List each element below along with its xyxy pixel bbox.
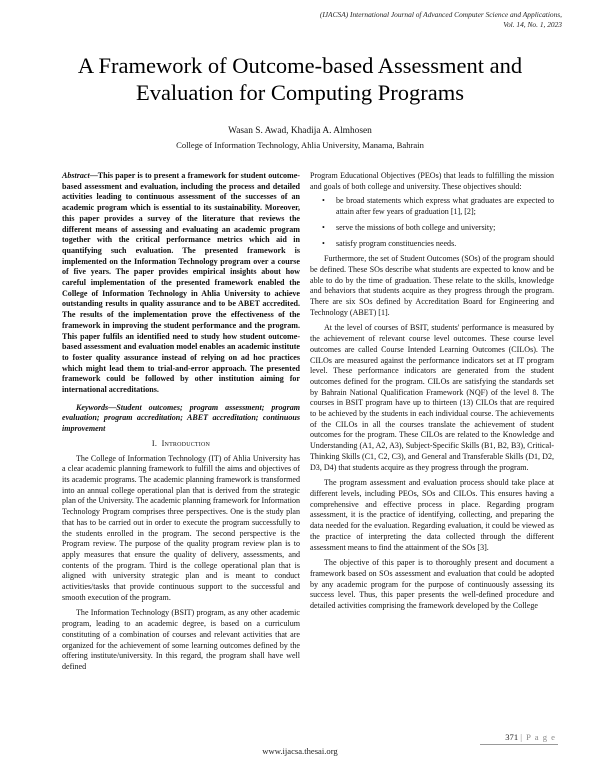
affiliation: College of Information Technology, Ahlia University, Manama, Bahrain: [176, 140, 424, 150]
bullet-icon: •: [322, 222, 325, 232]
abstract-text: —This paper is to present a framework for student outcome-based assessment and evaluation, including the process and detailed activities leading to continuous assessment of the successes of an academic program which is essential to its sustainability. Moreover, this paper provides a survey of the literature that reviews the different means of assessing and evaluating an academic program together with the critical performance metrics which aid in quantifying such evaluation. The presented framework is implemented on the Information Technology program over a course of five years. The paper provides empirical insights about how careful implementation of the presented framework enabled the College of Information Technology in Ahlia University to achieve outstanding results in quality assurance and to be ABET accredited. The results of the implementation prove the effectiveness of the framework in improving the student performance and the program. This paper fulfils an identified need to study how student outcome-based assessment and evaluation model enables an academic institute to foster quality assurance instead of relying on ad hoc practices which might lead them to trial-and-error approach. The presented framework could be followed by other institution aiming for international accreditations.: [62, 171, 300, 395]
keywords-text: —Student outcomes; program assessment; program evaluation; program accreditation; ABET accreditation; continuous improvement: [62, 402, 300, 434]
bullet-icon: •: [322, 196, 325, 206]
page-number-value: 371: [505, 732, 519, 742]
abstract-label: Abstract: [62, 171, 90, 180]
page-number: [505, 732, 556, 742]
body-paragraph: At the level of courses of BSIT, students' performance is measured by the achievement of relevant course level outcomes. These course level outcomes are called Course Intended Learning Outcomes (CILOs). The CILOs are measured against the performance indicators set at IT program level. These performance indicators are generated from the student outcomes defined for the program. CILOs are satisfying the standards set by Bahrain National Qualification Framework (NQF) of the level 8. The courses in BSIT program have up to thirteen (13) CILOs that are required to be achieved by the students in each individual course. The achievements of the CILOs in all the courses translate the achievement of student outcomes for the program. These CILOs are related to the Knowledge and Understanding (A1, A2, A3), Subject-Specific Skills (B1, B2, B3), Critical-Thinking Skills (C1, C2, C3), and General and Transferable Skills (D1, D2, D3, D4) that students acquire as they progress through the program.: [310, 323, 554, 472]
section-title: Introduction: [161, 438, 211, 448]
footer-url: www.ijacsa.thesai.org: [262, 746, 338, 756]
section-heading-introduction: [62, 439, 300, 450]
objectives-list: [310, 196, 554, 249]
objectives-intro: Program Educational Objectives (PEOs) that leads to fulfilling the mission and goals of both college and university. These objectives should:: [310, 171, 554, 191]
intro-paragraph: The College of Information Technology (IT) of Ahlia University has a clear academic planning framework to fulfill the aims and objectives of its academic programs. The academic planning framework is transformed into an annual college operational plan that is derived from the strategic plan of the University. The academic planning framework for Information Technology Program comprises three perspectives. One is the study plan that has to be carried out in order to execute the program successfully to the students enrolled in the program. The second perspective is the Program review. The purpose of the quality program review plan is to apply measures that ensure the quality of delivery, assessments, and contents of the program. Third is the college operational plan that is aligned with university strategic plan and is meant to conduct activities/tasks that provide continuous support to the successful and smooth execution of the program.: [62, 453, 300, 602]
left-column: [62, 171, 300, 678]
body-paragraph: Furthermore, the set of Student Outcomes (SOs) of the program should be defined. These SOs describe what students are expected to know and be able to do by the time of graduation. These relate to the skills, knowledge and behaviors that students acquire as they progress through the program. There are six SOs defined by Accreditation Board for Engineering and Technology (ABET) [1].: [310, 254, 554, 317]
abstract: [62, 171, 300, 396]
objective-item: • satisfy program constituencies needs.: [322, 238, 457, 248]
journal-volume: Vol. 14, No. 1, 2023: [503, 20, 562, 29]
intro-paragraph: The Information Technology (BSIT) program, as any other academic program, leading to an academic degree, is based on a curriculum constituting of a combination of courses and relevant activities that are organized for the achievement of some learning outcomes defined by the offering institute/university. In this regard, the program shall have well defined: [62, 608, 300, 671]
keywords-label: Keywords: [76, 402, 109, 412]
paper-title-line2: Evaluation for Computing Programs: [135, 80, 465, 105]
footer-divider: [480, 744, 558, 745]
body-paragraph: The objective of this paper is to thoroughly present and document a framework based on SOs assessment and evaluation that could be adopted by any academic program for the purpose of continuously assessing its success level. Thus, this paper presents the well-defined procedure and detailed activities comprising the framework developed by the College: [310, 558, 554, 611]
bullet-icon: •: [322, 238, 325, 248]
journal-name: (IJACSA) International Journal of Advanced Computer Science and Applications,: [319, 10, 562, 19]
section-numeral: I.: [151, 438, 158, 448]
authors: Wasan S. Awad, Khadija A. Almhosen: [228, 126, 372, 136]
paper-title: [40, 52, 560, 106]
journal-header: [142, 10, 562, 30]
keywords: [62, 403, 300, 435]
objective-item: • serve the missions of both college and university;: [322, 222, 496, 232]
body-paragraph: The program assessment and evaluation process should take place at different levels, including PEOs, SOs and CILOs. This ensures having a comprehensive and effective process in place. Regarding program assessment, it is the practice of identifying, collecting, and preparing the data needed for the evaluation. Regarding evaluation, it could be viewed as the practice of interpreting the data collected through the different assessment means to find the attainment of the SOs [3].: [310, 478, 554, 552]
page-label: | P a g e: [520, 732, 556, 742]
right-column: [310, 171, 554, 617]
objective-item: • be broad statements which express what graduates are expected to attain after few years of graduation [1], [2];: [322, 196, 554, 217]
paper-title-line1: A Framework of Outcome-based Assessment and: [77, 53, 523, 78]
